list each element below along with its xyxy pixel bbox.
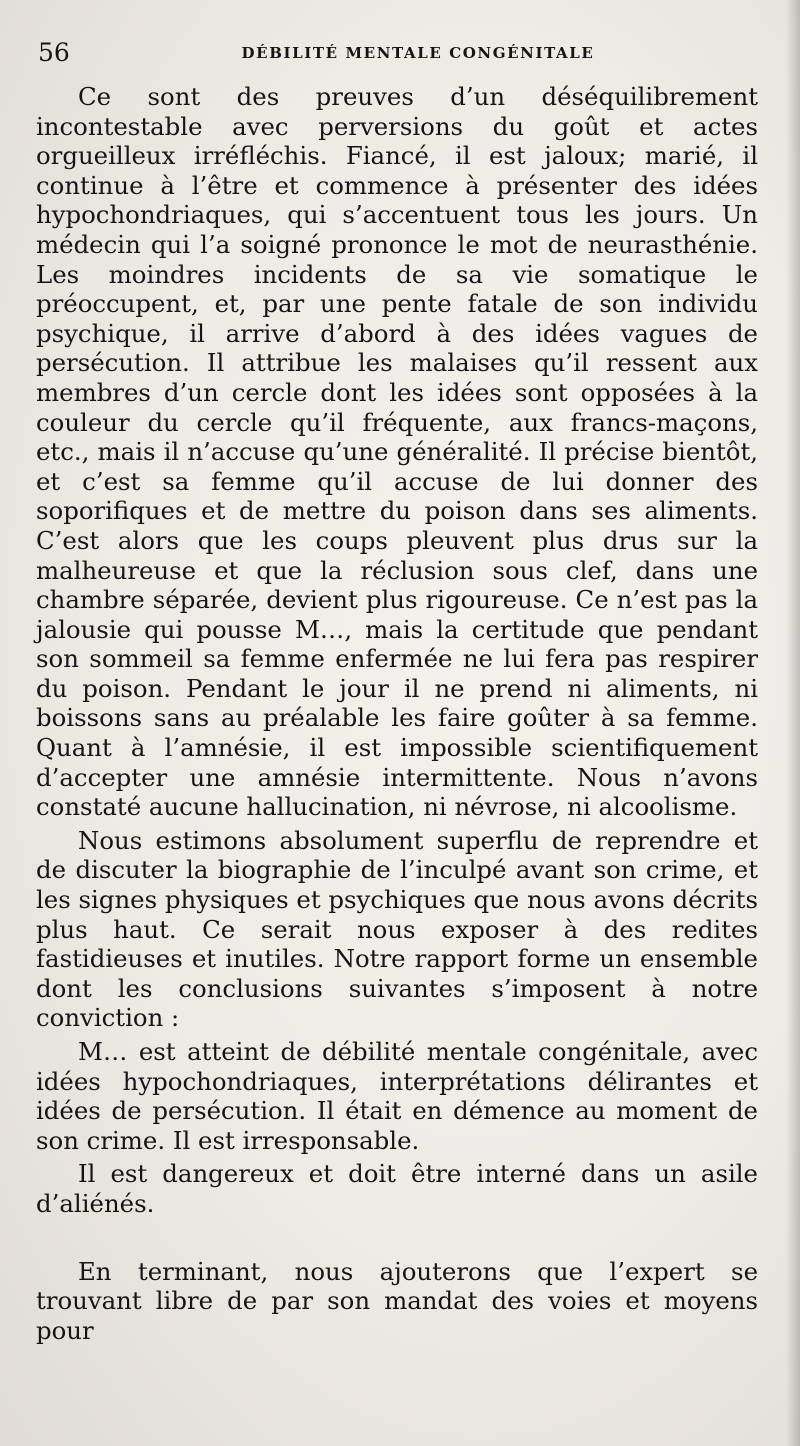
page-header (38, 36, 764, 70)
page-edge-shadow (786, 0, 800, 1446)
paragraph-conclusion-diagnosis: M… est atteint de débilité mentale congénitale, avec idées hypochondriaques, interprétations délirantes et idées de persécution. Il était en démence au moment de son crime. Il est irresponsable. (36, 1037, 758, 1155)
page-body (36, 82, 758, 1345)
paragraph-closing: En terminant, nous ajouterons que l’expert se trouvant libre de par son mandat des voies et moyens pour (36, 1256, 758, 1345)
paragraph-history: Ce sont des preuves d’un déséquilibrement incontestable avec perversions du goût et actes orgueilleux irréfléchis. Fiancé, il est jaloux; marié, il continue à l’être et commence à présenter des idées hypochondriaques, qui s’accentuent tous les jours. Un médecin qui l’a soigné prononce le mot de neurasthénie. Les moindres incidents de sa vie somatique le préoccupent, et, par une pente fatale de son individu psychique, il arrive d’abord à des idées vagues de persécution. Il attribue les malaises qu’il ressent aux membres d’un cercle dont les idées sont opposées à la couleur du cercle qu’il fréquente, aux francs-maçons, etc., mais il n’accuse qu’une généralité. Il précise bientôt, et c’est sa femme qu’il accuse de lui donner des soporifiques et de mettre du poison dans ses aliments. C’est alors que les coups pleuvent plus drus sur la malheureuse et que la réclusion sous clef, dans une chambre séparée, devient plus rigoureuse. Ce n’est pas la jalousie qui pousse M…, mais la certitude que pendant son sommeil sa femme enfermée ne lui fera pas respirer du poison. Pendant le jour il ne prend ni aliments, ni boissons sans au préalable les faire goûter à sa femme. Quant à l’amnésie, il est impossible scientifiquement d’accepter une amnésie intermittente. Nous n’avons constaté aucune hallucination, ni névrose, ni alcoolisme. (36, 82, 758, 822)
paragraph-conclusion-internment: Il est dangereux et doit être interné dans un asile d’aliénés. (36, 1159, 758, 1218)
paragraph-discussion: Nous estimons absolument superflu de reprendre et de discuter la biographie de l’inculpé avant son crime, et les signes physiques et psychiques que nous avons décrits plus haut. Ce serait nous exposer à des redites fastidieuses et inutiles. Notre rapport forme un ensemble dont les conclusions suivantes s’imposent à notre conviction : (36, 825, 758, 1033)
page-number: 56 (38, 38, 70, 67)
running-title: DÉBILITÉ MENTALE CONGÉNITALE (241, 44, 595, 62)
